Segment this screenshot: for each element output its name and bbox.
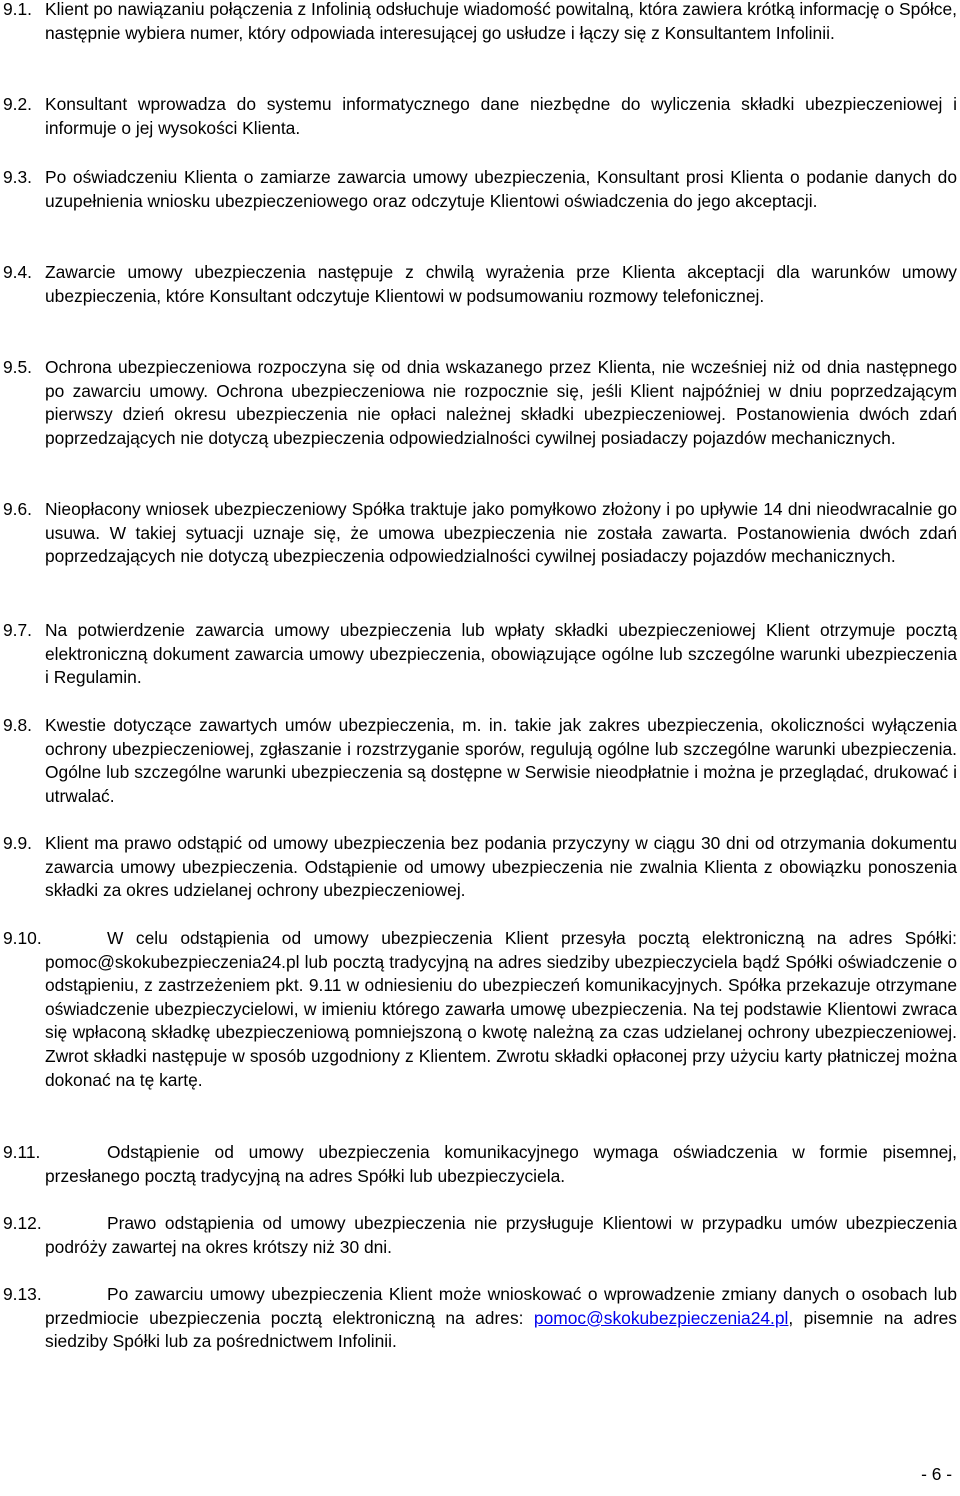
paragraph-9-7 (3, 619, 957, 690)
paragraph-text: W celu odstąpienia od umowy ubezpieczenia Klient przesyła pocztą elektroniczną na adres Spółki: pomoc@skokubezpieczenia24.pl lub pocztą tradycyjną na adres siedziby ubezpieczyciela bądź Spółki oświadczenie o odstąpieniu, z zastrzeżeniem pkt. 9.11 w odniesieniu do ubezpieczeń komunikacyjnych. Spółka przekazuje otrzymane oświadczenie ubezpieczycielowi, w imieniu którego zawarła umowę ubezpieczenia. Na tej podstawie Klientowi zwraca się wpłaconą składkę ubezpieczeniową pomniejszoną o kwotę należną za czas udzielanej ochrony ubezpieczeniowej. Zwrot składki następuje w sposób uzgodniony z Klientem. Zwrotu składki opłaconej przy użyciu karty płatniczej można dokonać na tę kartę. (45, 928, 957, 1090)
paragraph-9-3 (3, 166, 957, 213)
paragraph-number: 9.13. (3, 1284, 42, 1304)
email-link[interactable]: pomoc@skokubezpieczenia24.pl (533, 1307, 789, 1328)
paragraph-9-12 (3, 1212, 957, 1259)
paragraph-number: 9.11. (3, 1142, 41, 1162)
paragraph-number: 9.7. (3, 620, 33, 640)
paragraph-9-9 (3, 832, 957, 903)
paragraph-number: 9.10. (3, 928, 42, 948)
paragraph-9-5 (3, 356, 957, 450)
paragraph-number: 9.9. (3, 833, 33, 853)
paragraph-text: Klient po nawiązaniu połączenia z Infolinią odsłuchuje wiadomość powitalną, która zawiera krótką informację o Spółce, następnie wybiera numer, który odpowiada interesującej go usłudze i łączy się z Konsultantem Infolinii. (45, 0, 957, 43)
paragraph-number: 9.4. (3, 262, 33, 282)
paragraph-number: 9.8. (3, 715, 33, 735)
paragraph-number: 9.1. (3, 0, 33, 19)
paragraph-text: Na potwierdzenie zawarcia umowy ubezpieczenia lub wpłaty składki ubezpieczeniowej Klient otrzymuje pocztą elektroniczną dokument zawarcia umowy ubezpieczenia, obowiązujące ogólne lub szczególne warunki ubezpieczenia i Regulamin. (45, 620, 957, 688)
paragraph-9-4 (3, 261, 957, 308)
paragraph-text-before: Po zawarciu umowy ubezpieczenia Klient może wnioskować o wprowadzenie zmiany danych o osobach lub przedmiocie ubezpieczenia pocztą elektroniczną na adres: (45, 1284, 957, 1328)
paragraph-9-13 (3, 1283, 957, 1354)
paragraph-number: 9.2. (3, 94, 33, 114)
paragraph-9-8 (3, 714, 957, 808)
paragraph-text: Kwestie dotyczące zawartych umów ubezpieczenia, m. in. takie jak zakres ubezpieczenia, okoliczności wyłączenia ochrony ubezpieczeniowej, zgłaszanie i rozstrzyganie sporów, regulują ogólne lub szczególne warunki ubezpieczenia. Ogólne lub szczególne warunki ubezpieczenia są dostępne w Serwisie nieodpłatnie i można je przeglądać, drukować i utrwalać. (45, 715, 957, 806)
paragraph-9-1 (3, 0, 957, 45)
paragraph-number: 9.3. (3, 167, 33, 187)
paragraph-text: Klient ma prawo odstąpić od umowy ubezpieczenia bez podania przyczyny w ciągu 30 dni od otrzymania dokumentu zawarcia umowy ubezpieczenia. Odstąpienie od umowy ubezpieczenia nie zwalnia Klienta z obowiązku ponoszenia składki za okres udzielanej ochrony ubezpieczeniowej. (45, 833, 957, 901)
paragraph-number: 9.5. (3, 357, 33, 377)
paragraph-9-11 (3, 1141, 957, 1188)
paragraph-9-2 (3, 93, 957, 140)
paragraph-9-10 (3, 927, 957, 1092)
page-number: - 6 - (921, 1464, 952, 1484)
paragraph-text: Ochrona ubezpieczeniowa rozpoczyna się od dnia wskazanego przez Klienta, nie wcześniej niż od dnia następnego po zawarciu umowy. Ochrona ubezpieczeniowa nie rozpocznie się, jeśli Klient najpóźniej w dniu poprzedzającym pierwszy dzień okresu ubezpieczenia nie opłaci należnej składki ubezpieczeniowej. Postanowienia dwóch zdań poprzedzających nie dotyczą ubezpieczenia odpowiedzialności cywilnej posiadaczy pojazdów mechanicznych. (45, 357, 957, 448)
paragraph-text (45, 1283, 957, 1354)
paragraph-text: Konsultant wprowadza do systemu informatycznego dane niezbędne do wyliczenia składki ubezpieczeniowej i informuje o jej wysokości Klienta. (45, 94, 957, 138)
paragraph-9-6 (3, 498, 957, 569)
paragraph-text: Odstąpienie od umowy ubezpieczenia komunikacyjnego wymaga oświadczenia w formie pisemnej, przesłanego pocztą tradycyjną na adres Spółki lub ubezpieczyciela. (45, 1142, 957, 1186)
paragraph-text: Po oświadczeniu Klienta o zamiarze zawarcia umowy ubezpieczenia, Konsultant prosi Klienta o podanie danych do uzupełnienia wniosku ubezpieczeniowego oraz odczytuje Klientowi oświadczenia do jego akceptacji. (45, 167, 957, 211)
paragraph-number: 9.6. (3, 499, 33, 519)
paragraph-text: Prawo odstąpienia od umowy ubezpieczenia nie przysługuje Klientowi w przypadku umów ubezpieczenia podróży zawartej na okres krótszy niż 30 dni. (45, 1213, 957, 1257)
paragraph-text-after: , pisemnie na adres siedziby Spółki lub za pośrednictwem Infolinii. (45, 1307, 957, 1352)
paragraph-text: Nieopłacony wniosek ubezpieczeniowy Spółka traktuje jako pomyłkowo złożony i po upływie 14 dni nieodwracalnie go usuwa. W takiej sytuacji uznaje się, że umowa ubezpieczenia nie została zawarta. Postanowienia dwóch zdań poprzedzających nie dotyczą ubezpieczenia odpowiedzialności cywilnej posiadaczy pojazdów mechanicznych. (45, 499, 957, 567)
paragraph-number: 9.12. (3, 1213, 42, 1233)
paragraph-text: Zawarcie umowy ubezpieczenia następuje z chwilą wyrażenia prze Klienta akceptacji dla warunków umowy ubezpieczenia, które Konsultant odczytuje Klientowi w podsumowaniu rozmowy telefonicznej. (45, 262, 957, 306)
